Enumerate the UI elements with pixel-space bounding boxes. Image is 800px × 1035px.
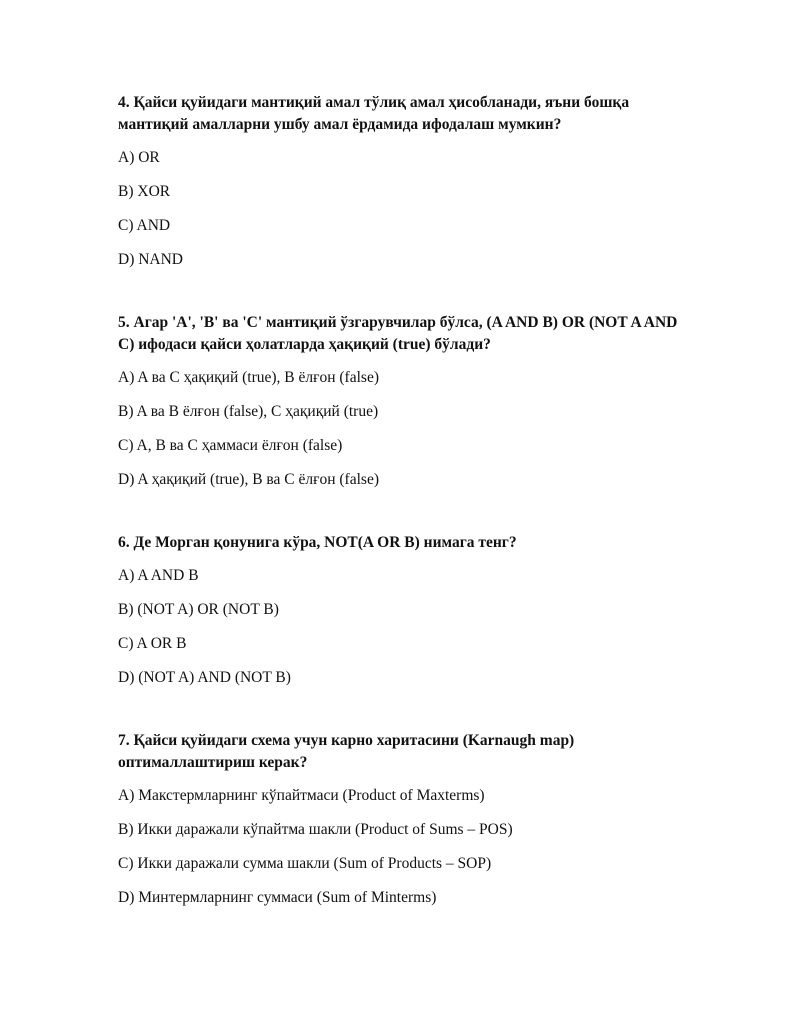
option-b: B) (NOT A) OR (NOT B) [118,601,279,618]
question-text: 7. Қайси қуйидаги схема учун карно харитасини (Karnaugh map) оптималлаштириш керак? [118,732,575,771]
option-b: B) Икки даражали кўпайтма шакли (Product of Sums – POS) [118,821,513,838]
option-b: B) XOR [118,183,171,200]
option-a: A) OR [118,149,160,166]
question-7 [118,730,678,908]
option-d: D) NAND [118,251,184,268]
question-text: 6. Де Морган қонунига кўра, NOT(A OR B) нимага тенг? [118,534,517,551]
option-c: C) Икки даражали сумма шакли (Sum of Products – SOP) [118,855,492,872]
question-4 [118,92,678,270]
document-page [118,92,678,950]
question-5 [118,312,678,490]
option-b: B) A ва B ёлғон (false), C ҳақиқий (true) [118,403,379,420]
question-text: 4. Қайси қуйидаги мантиқий амал тўлиқ амал ҳисобланади, яъни бошқа мантиқий амалларни ушбу амал ёрдамида ифодалаш мумкин? [118,94,630,133]
question-6 [118,532,678,688]
option-d: D) A ҳақиқий (true), B ва C ёлғон (false) [118,471,379,488]
question-text: 5. Агар 'A', 'B' ва 'C' мантиқий ўзгарувчилар бўлса, (A AND B) OR (NOT A AND C) ифодаси қайси ҳолатларда ҳақиқий (true) бўлади? [118,314,678,353]
option-d: D) (NOT A) AND (NOT B) [118,669,291,686]
option-a: A) Макстермларнинг кўпайтмаси (Product of Maxterms) [118,787,485,804]
option-c: C) A, B ва C ҳаммаси ёлғон (false) [118,437,343,454]
option-c: C) A OR B [118,635,187,652]
option-c: C) AND [118,217,171,234]
option-a: A) A AND B [118,567,199,584]
option-d: D) Минтермларнинг суммаси (Sum of Minterms) [118,889,437,906]
option-a: A) A ва C ҳақиқий (true), B ёлғон (false) [118,369,379,386]
